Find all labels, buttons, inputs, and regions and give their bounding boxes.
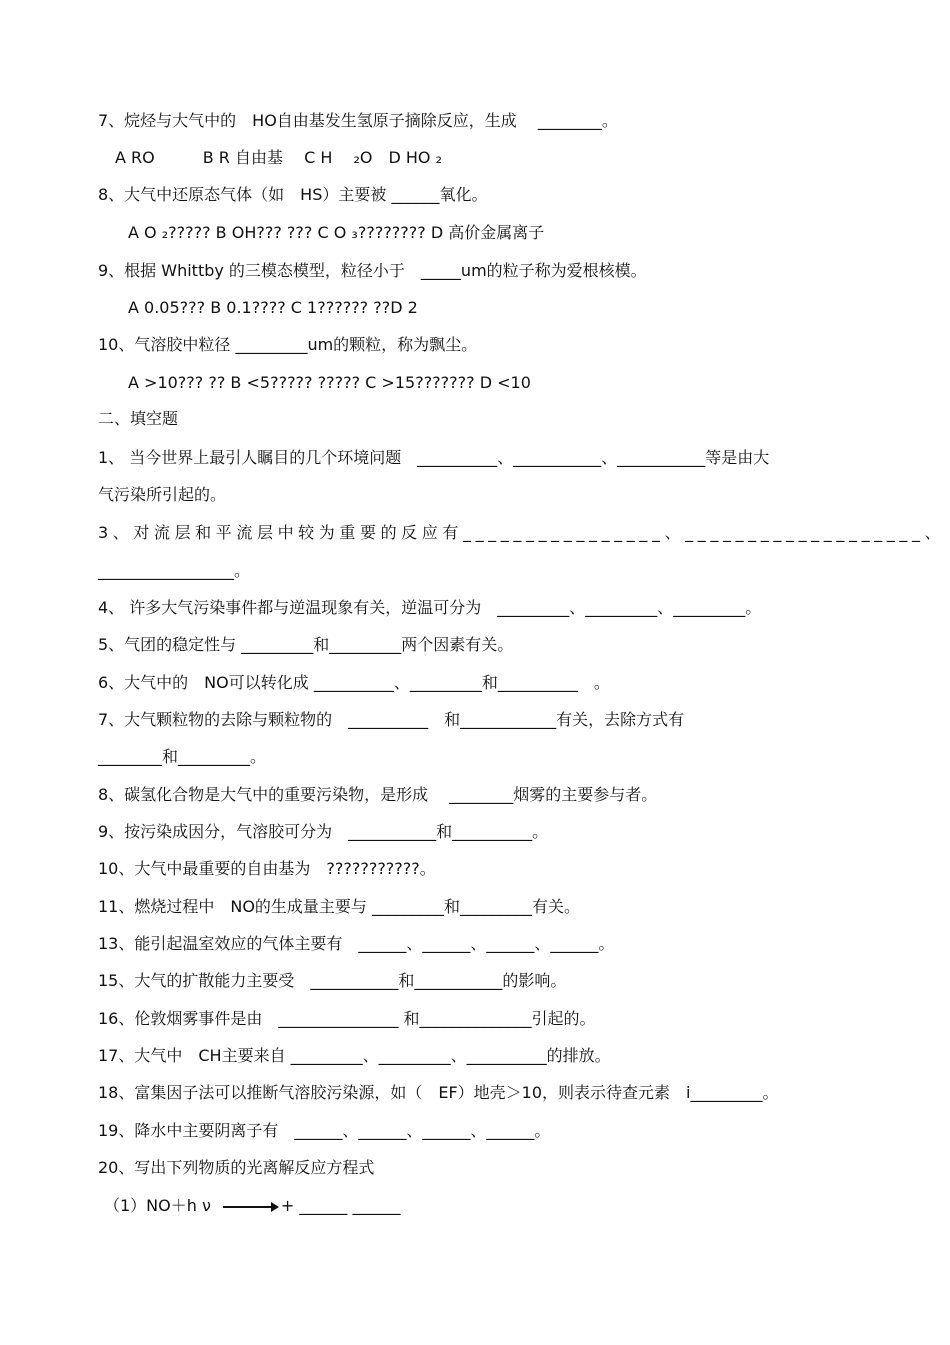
q8-options: A O ₂????? B OH??? ??? C O ₃???????? D 高价金属离子 <box>128 223 545 242</box>
fill-1-continued: 气污染所引起的。 <box>98 485 227 504</box>
equation-left: （1）NO＋h ν <box>104 1196 211 1215</box>
fill-17-text: 17、大气中 CH主要来自 _________、_________、__________的排放。 <box>98 1046 611 1065</box>
fill-3-text: 3、对流层和平流层中较为重要的反应有________________、___________________、 <box>98 523 946 542</box>
fill-9-text: 9、按污染成因分，气溶胶可分为 ___________和__________。 <box>98 822 549 841</box>
fill-3-continued: _________________。 <box>98 561 251 580</box>
fill-11-text: 11、燃烧过程中 NO的生成量主要与 _________和_________有关。 <box>98 897 581 916</box>
q10-options: A >10??? ?? B <5????? ????? C >15??????? D <10 <box>128 373 531 392</box>
q9-text: 9、根据 Whittby 的三模态模型，粒径小于 _____um的粒子称为爱根核模。 <box>98 261 647 280</box>
fill-7-text: 7、大气颗粒物的去除与颗粒物的 __________ 和____________有关，去除方式有 <box>98 710 685 729</box>
q7-text: 7、烷烃与大气中的 HO自由基发生氢原子摘除反应，生成 ________。 <box>98 111 618 130</box>
fill-8-text: 8、碳氢化合物是大气中的重要污染物，是形成 ________烟雾的主要参与者。 <box>98 785 658 804</box>
fill-4-text: 4、 许多大气污染事件都与逆温现象有关，逆温可分为 _________、_________、_________。 <box>98 598 762 617</box>
fill-7-continued: ________和_________。 <box>98 747 267 766</box>
fill-20-text: 20、写出下列物质的光离解反应方程式 <box>98 1158 375 1177</box>
equation-right: + ______ ______ <box>280 1196 401 1215</box>
fill-19-text: 19、降水中主要阴离子有 ______、______、______、______。 <box>98 1121 551 1140</box>
fill-1-text: 1、 当今世界上最引人瞩目的几个环境问题 __________、___________、___________等是由大 <box>98 448 770 467</box>
q7-options: A RO B R 自由基 C H ₂O D HO ₂ <box>115 148 443 167</box>
fill-13-text: 13、能引起温室效应的气体主要有 ______、______、______、______。 <box>98 934 615 953</box>
fill-5-text: 5、气团的稳定性与 _________和_________两个因素有关。 <box>98 635 514 654</box>
fill-10-text: 10、大气中最重要的自由基为 ???????????。 <box>98 859 436 878</box>
fill-16-text: 16、伦敦烟雾事件是由 _______________ 和______________引起的。 <box>98 1009 596 1028</box>
equation-1 <box>104 1196 890 1216</box>
fill-6-text: 6、大气中的 NO可以转化成 __________、_________和__________ 。 <box>98 673 610 692</box>
fill-15-text: 15、大气的扩散能力主要受 ___________和___________的影响。 <box>98 971 567 990</box>
q10-text: 10、气溶胶中粒径 _________um的颗粒，称为飘尘。 <box>98 335 478 354</box>
fill-18-text: 18、富集因子法可以推断气溶胶污染源，如（ EF）地壳＞10，则表示待查元素 i_________。 <box>98 1083 779 1102</box>
section-heading: 二、填空题 <box>98 409 179 428</box>
arrow-icon <box>223 1206 277 1208</box>
q8-text: 8、大气中还原态气体（如 HS）主要被 ______氧化。 <box>98 185 488 204</box>
q9-options: A 0.05??? B 0.1???? C 1?????? ??D 2 <box>128 298 418 317</box>
